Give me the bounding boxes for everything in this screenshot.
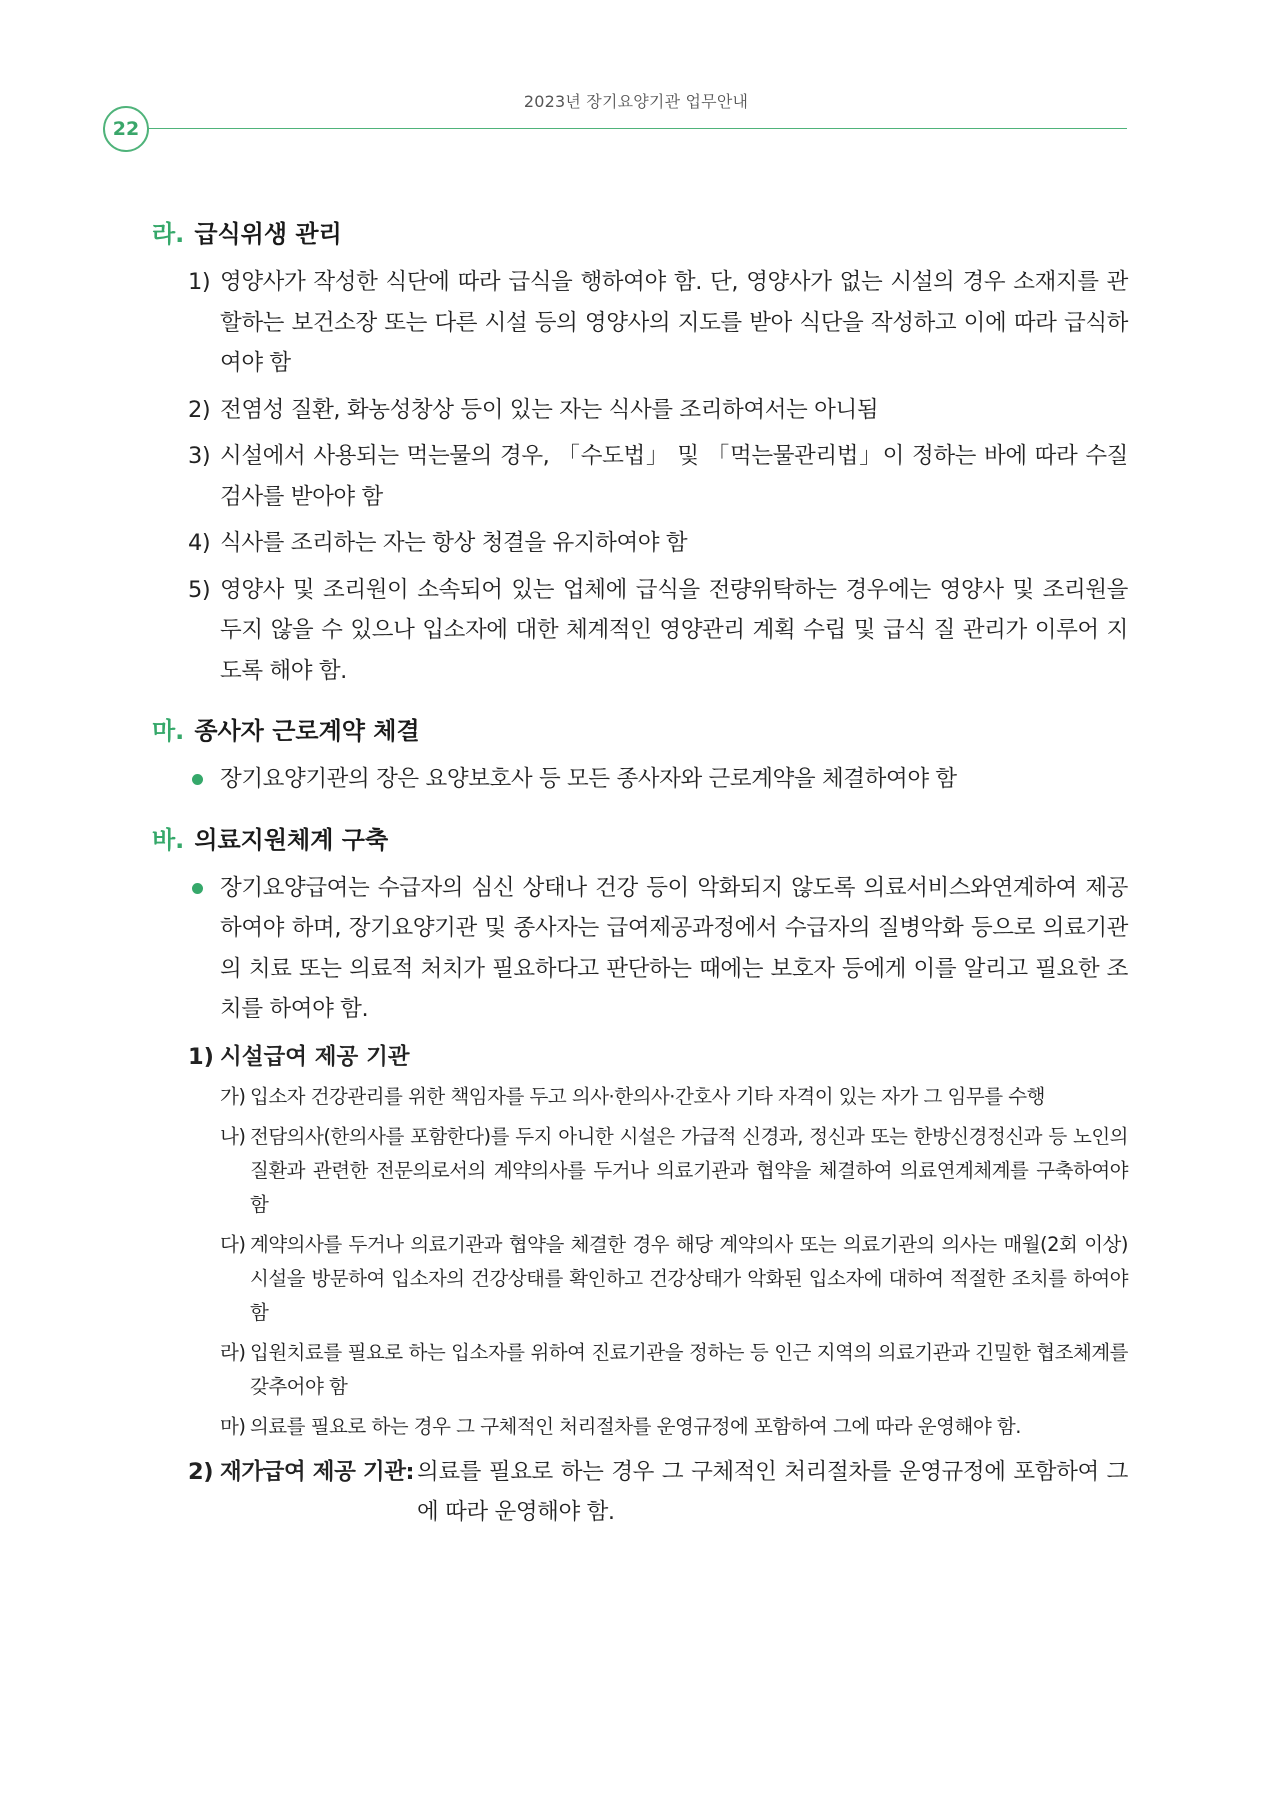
- bullet-item: [152, 759, 1128, 800]
- sub-list-item: [152, 1080, 1128, 1114]
- section-marker: 마.: [152, 717, 185, 745]
- item-label: 재가급여 제공 기관:: [220, 1458, 415, 1485]
- sub-item-text: 입소자 건강관리를 위한 책임자를 두고 의사·한의사·간호사 기타 자격이 있는 자가 그 임무를 수행: [250, 1084, 1045, 1108]
- bullet-dot-icon: [192, 883, 203, 894]
- sub-list-item: [152, 1336, 1128, 1404]
- item-number: 2): [188, 1458, 214, 1485]
- bullet-dot-icon: [192, 774, 203, 785]
- section-marker: 라.: [152, 220, 185, 248]
- subheading-number: 1): [188, 1043, 214, 1070]
- item-text: 식사를 조리하는 자는 항상 청결을 유지하여야 함: [220, 530, 688, 556]
- section-heading-ma: [152, 707, 1128, 755]
- list-item: [152, 523, 1128, 564]
- sub-list-item: [152, 1410, 1128, 1444]
- item-number: 2): [188, 396, 211, 423]
- item-text: 영양사 및 조리원이 소속되어 있는 업체에 급식을 전량위탁하는 경우에는 영양사 및 조리원을 두지 않을 수 있으나 입소자에 대한 체계적인 영양관리 계획 수립 및 급식 질 관리가 이루어 지도록 해야 함.: [220, 576, 1128, 684]
- bullet-item: [152, 868, 1128, 1030]
- sub-list-item: [152, 1228, 1128, 1330]
- running-header-title: 2023년 장기요양기관 업무안내: [523, 92, 749, 111]
- sub-item-number: 나): [220, 1124, 246, 1148]
- section-heading-ra: [152, 210, 1128, 258]
- section-title: 종사자 근로계약 체결: [194, 717, 420, 745]
- section-title: 의료지원체계 구축: [194, 825, 389, 854]
- item-text: 시설에서 사용되는 먹는물의 경우, 「수도법」 및 「먹는물관리법」이 정하는 바에 따라 수질검사를 받아야 함: [220, 443, 1128, 510]
- page-body: [152, 210, 1128, 1533]
- sub-item-text: 계약의사를 두거나 의료기관과 협약을 체결한 경우 해당 계약의사 또는 의료기관의 의사는 매월(2회 이상) 시설을 방문하여 입소자의 건강상태를 확인하고 건강상태가 악화된 입소자에 대하여 적절한 조치를 하여야 함: [250, 1232, 1128, 1324]
- home-care-provider-item: [152, 1452, 1128, 1533]
- list-item: [152, 390, 1128, 431]
- subheading-title: 시설급여 제공 기관: [220, 1043, 410, 1070]
- item-number: 3): [188, 443, 211, 469]
- section-marker: 바.: [152, 825, 185, 854]
- header-divider: [149, 128, 1127, 129]
- section-title: 급식위생 관리: [194, 220, 342, 248]
- section-heading-ba: [152, 816, 1128, 864]
- section-ra-list: [152, 262, 1128, 691]
- sub-item-text: 의료를 필요로 하는 경우 그 구체적인 처리절차를 운영규정에 포함하여 그에 따라 운영해야 함.: [250, 1414, 1021, 1438]
- list-item: [152, 570, 1128, 692]
- list-item: [152, 436, 1128, 517]
- bullet-text: 장기요양기관의 장은 요양보호사 등 모든 종사자와 근로계약을 체결하여야 함: [220, 766, 957, 792]
- item-number: 4): [188, 530, 211, 556]
- page-number-badge: 22: [103, 106, 149, 152]
- sub-item-text: 전담의사(한의사를 포함한다)를 두지 아니한 시설은 가급적 신경과, 정신과 또는 한방신경정신과 등 노인의 질환과 관련한 전문의로서의 계약의사를 두거나 의료기관과 협약을 체결하여 의료연계체계를 구축하여야 함: [250, 1124, 1128, 1216]
- subheading-facility-care: [152, 1036, 1128, 1078]
- item-text: 전염성 질환, 화농성창상 등이 있는 자는 식사를 조리하여서는 아니됨: [220, 396, 879, 423]
- sub-item-number: 라): [220, 1340, 246, 1364]
- sub-item-number: 마): [220, 1414, 246, 1438]
- bullet-text: 장기요양급여는 수급자의 심신 상태나 건강 등이 악화되지 않도록 의료서비스와연계하여 제공하여야 하며, 장기요양기관 및 종사자는 급여제공과정에서 수급자의 질병악화 등으로 의료기관의 치료 또는 의료적 처치가 필요하다고 판단하는 때에는 보호자 등에게 이를 알리고 필요한 조치를 하여야 함.: [220, 874, 1128, 1022]
- sub-item-number: 다): [220, 1232, 246, 1256]
- item-text: 영양사가 작성한 식단에 따라 급식을 행하여야 함. 단, 영양사가 없는 시설의 경우 소재지를 관할하는 보건소장 또는 다른 시설 등의 영양사의 지도를 받아 식단을 작성하고 이에 따라 급식하여야 함: [220, 269, 1128, 376]
- item-number: 1): [188, 269, 211, 295]
- sub-list-item: [152, 1120, 1128, 1222]
- list-item: [152, 262, 1128, 384]
- sub-item-number: 가): [220, 1084, 246, 1108]
- item-number: 5): [188, 576, 211, 603]
- item-text: 의료를 필요로 하는 경우 그 구체적인 처리절차를 운영규정에 포함하여 그에 따라 운영해야 함.: [417, 1458, 1128, 1525]
- sub-item-text: 입원치료를 필요로 하는 입소자를 위하여 진료기관을 정하는 등 인근 지역의 의료기관과 긴밀한 협조체계를 갖추어야 함: [250, 1340, 1128, 1398]
